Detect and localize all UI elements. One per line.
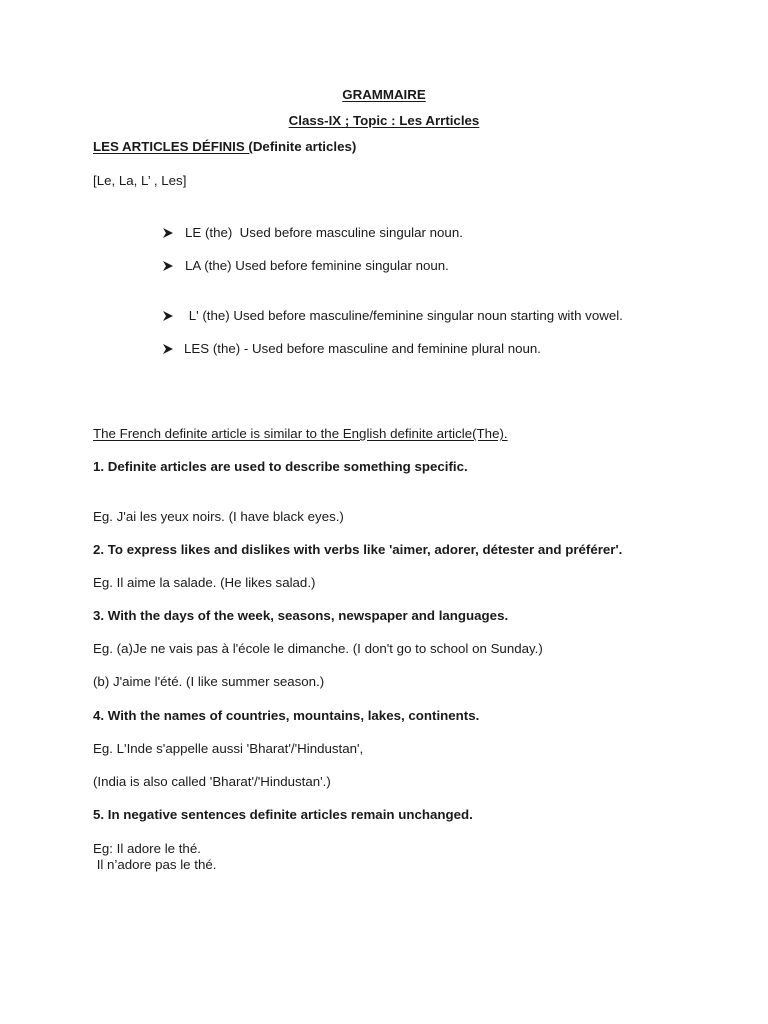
- rule-example: Il n’adore pas le thé.: [93, 857, 217, 872]
- rule-example: (India is also called 'Bharat'/'Hindustan'.): [93, 774, 331, 789]
- arrow-bullet-icon: [162, 260, 174, 272]
- document-title: GRAMMAIRE: [342, 87, 426, 102]
- document-subtitle: Class-IX ; Topic : Les Arrticles: [288, 113, 480, 128]
- bullet-item: [162, 341, 541, 357]
- rule-example: Eg. J'ai les yeux noirs. (I have black eyes.): [93, 509, 344, 524]
- rule-heading: 1. Definite articles are used to describe something specific.: [93, 459, 468, 474]
- rule-example: Eg: Il adore le thé.: [93, 841, 201, 856]
- rule-heading: 5. In negative sentences definite articles remain unchanged.: [93, 807, 473, 822]
- bullet-item: [162, 258, 449, 274]
- section-heading-underlined: LES ARTICLES DÉFINIS (: [93, 139, 253, 154]
- rule-heading: 4. With the names of countries, mountains, lakes, continents.: [93, 708, 480, 723]
- arrow-bullet-icon: [162, 310, 174, 322]
- section-heading-rest: Definite articles): [252, 139, 357, 154]
- rule-example: (b) J'aime l'été. (I like summer season.): [93, 674, 325, 689]
- bullet-text: L' (the) Used before masculine/feminine singular noun starting with vowel.: [185, 308, 623, 323]
- bullet-text: LE (the) Used before masculine singular noun.: [185, 225, 463, 240]
- bullet-text: LA (the) Used before feminine singular noun.: [185, 258, 449, 273]
- rule-heading: 3. With the days of the week, seasons, newspaper and languages.: [93, 608, 509, 623]
- rule-example: Eg. Il aime la salade. (He likes salad.): [93, 575, 316, 590]
- arrow-bullet-icon: [162, 227, 174, 239]
- arrow-bullet-icon: [162, 343, 174, 355]
- rule-heading: 2. To express likes and dislikes with verbs like 'aimer, adorer, détester and préférer'.: [93, 542, 623, 557]
- rule-example: Eg. L'Inde s'appelle aussi 'Bharat'/'Hindustan',: [93, 741, 364, 756]
- intro-text: The French definite article is similar to the English definite article(The).: [93, 426, 508, 441]
- section-heading: [93, 139, 356, 155]
- bullet-item: [162, 308, 623, 324]
- rule-example: Eg. (a)Je ne vais pas à l'école le dimanche. (I don't go to school on Sunday.): [93, 641, 543, 656]
- article-list: [Le, La, L’ , Les]: [93, 173, 187, 188]
- bullet-text: LES (the) - Used before masculine and feminine plural noun.: [184, 341, 541, 356]
- bullet-item: [162, 225, 463, 241]
